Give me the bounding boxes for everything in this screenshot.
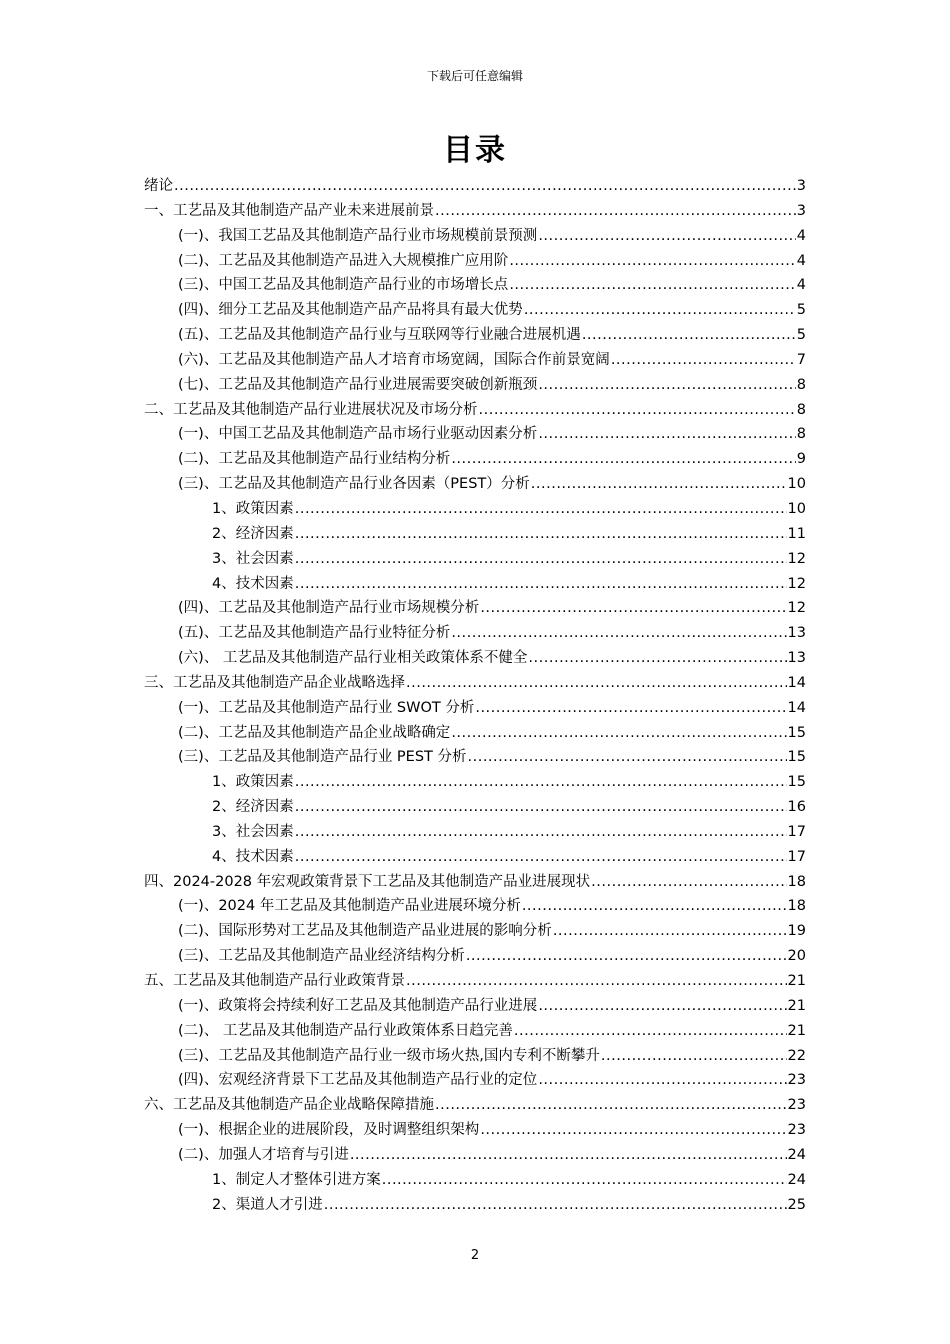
- toc-entry-label: 3、社会因素: [212, 550, 294, 567]
- toc-entry-label: 2、经济因素: [212, 799, 294, 816]
- toc-entry[interactable]: [144, 944, 806, 969]
- toc-entry-page: 23: [787, 1097, 806, 1114]
- toc-entry-page: 21: [787, 997, 806, 1014]
- toc-entry-page: 8: [796, 376, 806, 393]
- toc-entry[interactable]: [144, 721, 806, 746]
- toc-entry-page: 3: [796, 202, 806, 219]
- toc-entry-page: 13: [787, 650, 806, 667]
- toc-dot-leader: [435, 199, 796, 224]
- toc-entry[interactable]: [144, 770, 806, 795]
- toc-entry[interactable]: [144, 398, 806, 423]
- toc-entry-page: 5: [796, 327, 806, 344]
- toc-entry-label: 4、技术因素: [212, 848, 294, 865]
- toc-entry[interactable]: [144, 174, 806, 199]
- toc-dot-leader: [531, 472, 787, 497]
- toc-entry-label: 二、工艺品及其他制造产品行业进展状况及市场分析: [144, 401, 478, 418]
- toc-entry-page: 11: [787, 525, 806, 542]
- toc-entry-page: 15: [787, 724, 806, 741]
- toc-entry-label: 一、工艺品及其他制造产品产业未来进展前景: [144, 202, 434, 219]
- toc-entry[interactable]: [144, 1093, 806, 1118]
- toc-entry-label: 4、技术因素: [212, 575, 294, 592]
- toc-entry[interactable]: [144, 224, 806, 249]
- toc-dot-leader: [538, 224, 795, 249]
- toc-dot-leader: [522, 894, 787, 919]
- toc-entry-page: 14: [787, 674, 806, 691]
- toc-entry-label: (二)、 工艺品及其他制造产品行业政策体系日趋完善: [178, 1022, 513, 1039]
- toc-entry[interactable]: [144, 522, 806, 547]
- toc-dot-leader: [480, 1118, 786, 1143]
- toc-entry[interactable]: [144, 745, 806, 770]
- toc-entry-page: 13: [787, 625, 806, 642]
- toc-entry-label: (二)、加强人才培育与引进: [178, 1146, 349, 1163]
- toc-dot-leader: [538, 994, 786, 1019]
- toc-entry-label: (三)、工艺品及其他制造产品行业各因素（PEST）分析: [178, 476, 530, 493]
- toc-dot-leader: [514, 1019, 787, 1044]
- toc-entry-label: (三)、工艺品及其他制造产品业经济结构分析: [178, 948, 465, 965]
- toc-dot-leader: [382, 1168, 787, 1193]
- toc-dot-leader: [451, 447, 795, 472]
- toc-dot-leader: [451, 721, 786, 746]
- toc-entry-page: 8: [796, 426, 806, 443]
- toc-entry-label: (四)、细分工艺品及其他制造产品产品将具有最大优势: [178, 302, 523, 319]
- toc-entry-label: 2、渠道人才引进: [212, 1196, 323, 1213]
- toc-dot-leader: [174, 174, 796, 199]
- toc-entry-page: 8: [796, 401, 806, 418]
- toc-entry-page: 15: [787, 774, 806, 791]
- toc-entry[interactable]: [144, 1068, 806, 1093]
- toc-entry-page: 4: [796, 252, 806, 269]
- toc-entry[interactable]: [144, 646, 806, 671]
- toc-dot-leader: [324, 1193, 787, 1218]
- toc-entry-label: (二)、工艺品及其他制造产品企业战略确定: [178, 724, 451, 741]
- toc-entry[interactable]: [144, 249, 806, 274]
- toc-entry-label: 1、政策因素: [212, 774, 294, 791]
- toc-dot-leader: [468, 745, 787, 770]
- toc-dot-leader: [582, 323, 796, 348]
- toc-entry[interactable]: [144, 795, 806, 820]
- toc-entry[interactable]: [144, 1118, 806, 1143]
- toc-dot-leader: [451, 621, 786, 646]
- toc-entry[interactable]: [144, 447, 806, 472]
- toc-entry[interactable]: [144, 323, 806, 348]
- toc-entry-page: 19: [787, 923, 806, 940]
- toc-entry-page: 17: [787, 848, 806, 865]
- toc-entry-label: (二)、国际形势对工艺品及其他制造产品业进展的影响分析: [178, 923, 552, 940]
- toc-dot-leader: [479, 398, 796, 423]
- toc-dot-leader: [295, 497, 787, 522]
- toc-entry-page: 4: [796, 227, 806, 244]
- toc-entry[interactable]: [144, 1019, 806, 1044]
- toc-entry[interactable]: [144, 596, 806, 621]
- toc-entry[interactable]: [144, 969, 806, 994]
- page-number: 2: [470, 1248, 480, 1263]
- toc-entry-label: (一)、我国工艺品及其他制造产品行业市场规模前景预测: [178, 227, 538, 244]
- toc-entry-label: 六、工艺品及其他制造产品企业战略保障措施: [144, 1097, 434, 1114]
- toc-dot-leader: [406, 671, 787, 696]
- toc-dot-leader: [295, 820, 787, 845]
- toc-entry-label: (二)、工艺品及其他制造产品进入大规模推广应用阶: [178, 252, 509, 269]
- toc-dot-leader: [538, 422, 795, 447]
- toc-dot-leader: [524, 298, 796, 323]
- toc-entry[interactable]: [144, 621, 806, 646]
- toc-entry-label: (一)、根据企业的进展阶段，及时调整组织架构: [178, 1122, 480, 1139]
- toc-entry[interactable]: [144, 273, 806, 298]
- toc-entry[interactable]: [144, 472, 806, 497]
- toc-dot-leader: [601, 1044, 787, 1069]
- toc-entry-label: 2、经济因素: [212, 525, 294, 542]
- toc-entry-label: 3、社会因素: [212, 823, 294, 840]
- toc-dot-leader: [295, 547, 787, 572]
- toc-entry-label: 绪论: [144, 178, 173, 194]
- toc-entry-page: 24: [787, 1146, 806, 1163]
- toc-entry[interactable]: [144, 820, 806, 845]
- toc-entry-page: 9: [796, 451, 806, 468]
- toc-entry-page: 21: [787, 973, 806, 989]
- toc-entry-page: 7: [796, 351, 806, 368]
- toc-entry-label: (四)、宏观经济背景下工艺品及其他制造产品行业的定位: [178, 1072, 538, 1089]
- toc-entry[interactable]: [144, 547, 806, 572]
- toc-entry-page: 17: [787, 823, 806, 840]
- toc-dot-leader: [528, 646, 786, 671]
- toc-entry-page: 12: [787, 575, 806, 592]
- toc-dot-leader: [538, 373, 795, 398]
- toc-entry-page: 16: [787, 799, 806, 816]
- toc-entry-label: 1、制定人才整体引进方案: [212, 1171, 381, 1188]
- toc-entry-label: (六)、 工艺品及其他制造产品行业相关政策体系不健全: [178, 650, 528, 667]
- toc-entry-label: (二)、工艺品及其他制造产品行业结构分析: [178, 451, 451, 468]
- toc-entry-label: 三、工艺品及其他制造产品企业战略选择: [144, 674, 405, 691]
- toc-entry-page: 4: [796, 277, 806, 294]
- toc-dot-leader: [406, 969, 787, 994]
- toc-entry[interactable]: [144, 845, 806, 870]
- toc-entry[interactable]: [144, 870, 806, 895]
- page-title: 目录: [443, 133, 507, 168]
- toc-entry-page: 10: [787, 476, 806, 493]
- toc-dot-leader: [295, 770, 787, 795]
- toc-entry-page: 14: [787, 699, 806, 716]
- toc-entry-page: 15: [787, 749, 806, 766]
- toc-entry[interactable]: [144, 894, 806, 919]
- toc-entry-label: (一)、2024 年工艺品及其他制造产品业进展环境分析: [178, 898, 521, 915]
- table-of-contents: [144, 174, 806, 1217]
- toc-entry[interactable]: [144, 422, 806, 447]
- toc-entry[interactable]: [144, 373, 806, 398]
- toc-entry-label: (三)、工艺品及其他制造产品行业 PEST 分析: [178, 749, 467, 766]
- toc-dot-leader: [611, 348, 796, 373]
- toc-entry-page: 18: [787, 898, 806, 915]
- toc-dot-leader: [509, 273, 795, 298]
- toc-entry[interactable]: [144, 1143, 806, 1168]
- toc-entry-page: 18: [787, 873, 806, 890]
- toc-entry-label: (一)、政策将会持续利好工艺品及其他制造产品行业进展: [178, 997, 538, 1014]
- toc-entry[interactable]: [144, 298, 806, 323]
- toc-entry-page: 5: [796, 302, 806, 319]
- toc-dot-leader: [475, 696, 786, 721]
- toc-entry[interactable]: [144, 1193, 806, 1218]
- toc-entry-page: 12: [787, 600, 806, 617]
- toc-entry-label: 五、工艺品及其他制造产品行业政策背景: [144, 973, 405, 989]
- toc-dot-leader: [509, 249, 795, 274]
- toc-entry-page: 22: [787, 1047, 806, 1064]
- toc-entry[interactable]: [144, 994, 806, 1019]
- toc-entry[interactable]: [144, 1044, 806, 1069]
- toc-dot-leader: [466, 944, 787, 969]
- toc-dot-leader: [591, 870, 786, 895]
- toc-dot-leader: [350, 1143, 787, 1168]
- toc-entry-label: (六)、工艺品及其他制造产品人才培育市场宽阔，国际合作前景宽阔: [178, 351, 610, 368]
- toc-entry-label: (一)、工艺品及其他制造产品行业 SWOT 分析: [178, 699, 475, 716]
- toc-dot-leader: [295, 795, 787, 820]
- toc-entry-label: (五)、工艺品及其他制造产品行业与互联网等行业融合进展机遇: [178, 327, 581, 344]
- header-note: 下载后可任意编辑: [426, 69, 523, 83]
- toc-dot-leader: [480, 596, 786, 621]
- toc-dot-leader: [295, 845, 787, 870]
- toc-entry-label: (三)、工艺品及其他制造产品行业一级市场火热,国内专利不断攀升: [178, 1047, 600, 1064]
- toc-entry[interactable]: [144, 919, 806, 944]
- toc-dot-leader: [295, 522, 787, 547]
- toc-entry-page: 25: [787, 1196, 806, 1213]
- toc-entry-page: 23: [787, 1122, 806, 1139]
- toc-entry[interactable]: [144, 497, 806, 522]
- toc-entry-label: (四)、工艺品及其他制造产品行业市场规模分析: [178, 600, 480, 617]
- toc-entry-page: 20: [787, 948, 806, 965]
- toc-entry-page: 10: [787, 500, 806, 517]
- toc-entry-page: 24: [787, 1171, 806, 1188]
- toc-entry[interactable]: [144, 348, 806, 373]
- toc-entry-label: 1、政策因素: [212, 500, 294, 517]
- toc-entry[interactable]: [144, 671, 806, 696]
- toc-entry[interactable]: [144, 572, 806, 597]
- toc-dot-leader: [435, 1093, 787, 1118]
- toc-entry[interactable]: [144, 199, 806, 224]
- toc-entry-page: 21: [787, 1022, 806, 1039]
- toc-dot-leader: [538, 1068, 786, 1093]
- toc-entry-label: 四、2024-2028 年宏观政策背景下工艺品及其他制造产品业进展现状: [144, 873, 591, 890]
- toc-entry[interactable]: [144, 1168, 806, 1193]
- toc-entry-page: 12: [787, 550, 806, 567]
- toc-entry-page: 3: [796, 178, 806, 194]
- toc-entry[interactable]: [144, 696, 806, 721]
- toc-dot-leader: [295, 572, 787, 597]
- toc-entry-label: (三)、中国工艺品及其他制造产品行业的市场增长点: [178, 277, 509, 294]
- toc-dot-leader: [553, 919, 787, 944]
- toc-entry-label: (七)、工艺品及其他制造产品行业进展需要突破创新瓶颈: [178, 376, 538, 393]
- toc-entry-label: (五)、工艺品及其他制造产品行业特征分析: [178, 625, 451, 642]
- toc-entry-page: 23: [787, 1072, 806, 1089]
- toc-entry-label: (一)、中国工艺品及其他制造产品市场行业驱动因素分析: [178, 426, 538, 443]
